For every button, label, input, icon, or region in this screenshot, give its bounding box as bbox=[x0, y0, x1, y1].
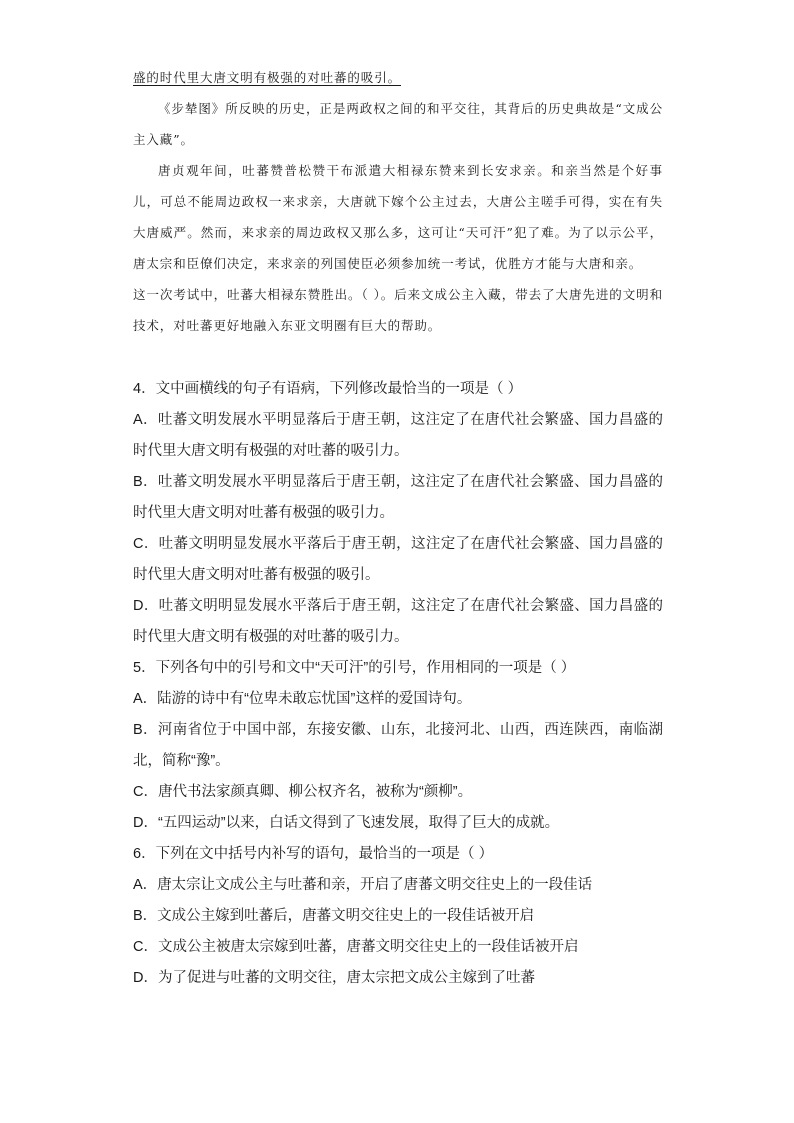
option-c: C．唐代书法家颜真卿、柳公权齐名，被称为“颜柳”。 bbox=[133, 784, 473, 800]
option-d: D．为了促进与吐蕃的文明交往，唐太宗把文成公主嫁到了吐蕃 bbox=[133, 970, 535, 986]
option-b: B．文成公主嫁到吐蕃后，唐蕃文明交往史上的一段佳话被开启 bbox=[133, 908, 535, 924]
question-6 bbox=[133, 839, 663, 994]
option-a: A．唐太宗让文成公主与吐蕃和亲，开启了唐蕃文明交往史上的一段佳话 bbox=[133, 877, 593, 893]
option-d: D．吐蕃文明明显发展水平落后于唐王朝，这注定了在唐代社会繁盛、国力昌盛的时代里大唐文明有极强的对吐蕃的吸引力。 bbox=[133, 598, 663, 645]
question-list bbox=[133, 374, 663, 994]
underlined-sentence: 盛的时代里大唐文明有极强的对吐蕃的吸引。 bbox=[133, 70, 402, 85]
option-b: B．河南省位于中国中部，东接安徽、山东，北接河北、山西，西连陕西，南临湖北，简称“豫”。 bbox=[133, 722, 663, 769]
passage-paragraph-3: 这一次考试中，吐蕃大相禄东赞胜出。（ ）。后来文成公主入藏，带去了大唐先进的文明和技术，对吐蕃更好地融入东亚文明圈有巨大的帮助。 bbox=[133, 287, 663, 333]
option-c: C．文成公主被唐太宗嫁到吐蕃，唐蕃文明交往史上的一段佳话被开启 bbox=[133, 939, 579, 955]
question-stem: 6．下列在文中括号内补写的语句，最恰当的一项是（ ） bbox=[133, 846, 494, 862]
passage-paragraph-1: 《步辇图》所反映的历史，正是两政权之间的和平交往，其背后的历史典故是“文成公主入藏”。 bbox=[133, 101, 663, 147]
option-a: A．陆游的诗中有“位卑未敢忘忧国”这样的爱国诗句。 bbox=[133, 691, 472, 707]
question-stem: 4．文中画横线的句子有语病，下列修改最恰当的一项是（ ） bbox=[133, 381, 523, 397]
option-c: C．吐蕃文明明显发展水平落后于唐王朝，这注定了在唐代社会繁盛、国力昌盛的时代里大唐文明对吐蕃有极强的吸引。 bbox=[133, 536, 663, 583]
question-4 bbox=[133, 374, 663, 653]
passage-paragraph-2: 唐贞观年间，吐蕃赞普松赞干布派遣大相禄东赞来到长安求亲。和亲当然是个好事儿，可总不能周边政权一来求亲，大唐就下嫁个公主过去，大唐公主嗟手可得，实在有失大唐威严。然而，来求亲的周边政权又那么多，这可让“天可汗”犯了难。为了以示公平，唐太宗和臣僚们决定，来求亲的列国使臣必须参加统一考试，优胜方才能与大唐和亲。 bbox=[133, 163, 663, 271]
option-b: B．吐蕃文明发展水平明显落后于唐王朝，这注定了在唐代社会繁盛、国力昌盛的时代里大唐文明对吐蕃有极强的吸引力。 bbox=[133, 474, 663, 521]
question-5 bbox=[133, 653, 663, 839]
passage-underlined-sentence bbox=[133, 62, 663, 93]
reading-passage bbox=[133, 62, 663, 341]
question-stem: 5．下列各句中的引号和文中“天可汗”的引号，作用相同的一项是（ ） bbox=[133, 660, 576, 676]
option-d: D．“五四运动”以来，白话文得到了飞速发展，取得了巨大的成就。 bbox=[133, 815, 560, 831]
option-a: A．吐蕃文明发展水平明显落后于唐王朝，这注定了在唐代社会繁盛、国力昌盛的时代里大唐文明有极强的对吐蕃的吸引力。 bbox=[133, 412, 663, 459]
